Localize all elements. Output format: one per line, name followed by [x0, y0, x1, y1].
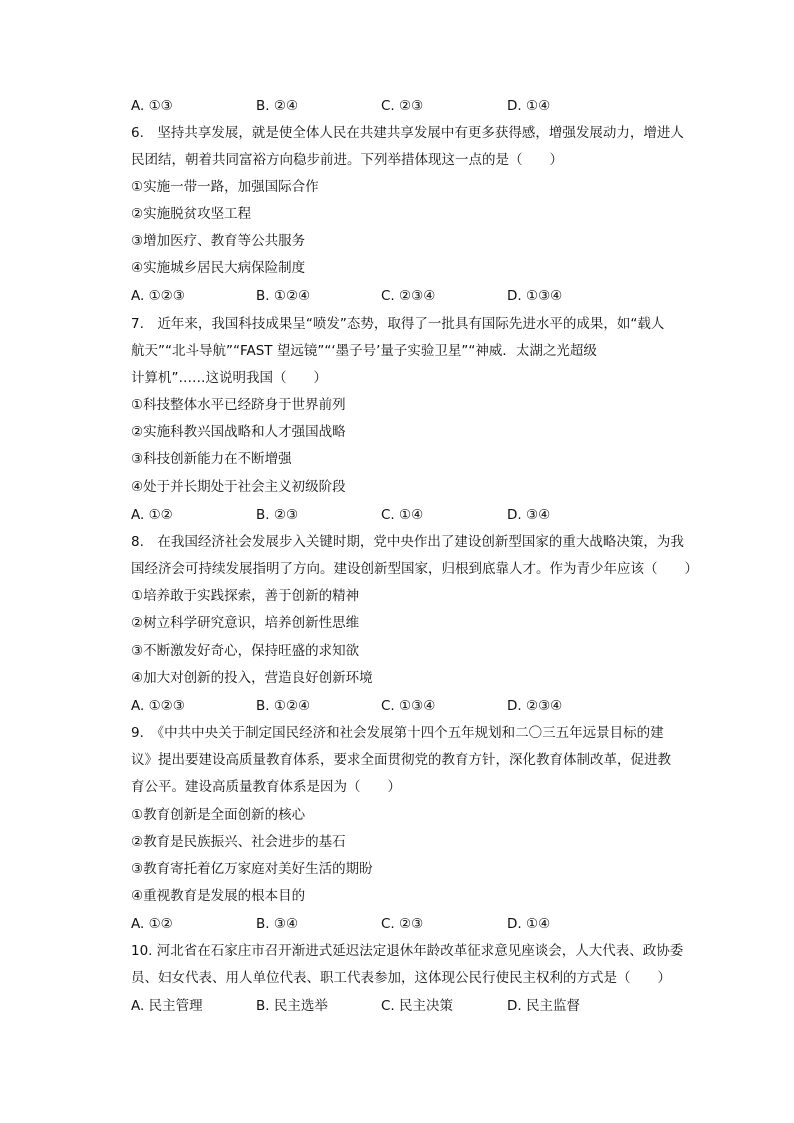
q6-stem-line-2: 民团结，朝着共同富裕方向稳步前进。下列举措体现这一点的是（ ）	[131, 152, 563, 168]
q6-statement-2: ②实施脱贫攻坚工程	[131, 206, 252, 222]
q7-statement-3: ③科技创新能力在不断增强	[131, 451, 292, 467]
q7-stem-line-3: 计算机”……这说明我国（ ）	[131, 370, 327, 386]
q6-statement-4: ④实施城乡居民大病保险制度	[131, 260, 306, 276]
q7-option-c: C. ①④	[381, 507, 424, 523]
q10-stem-line-1: 10. 河北省在石家庄市召开渐进式延迟法定退休年龄改革征求意见座谈会，人大代表、政协委	[131, 943, 684, 959]
q5-option-a: A. ①③	[131, 98, 173, 114]
q6-stem-line-1: 6. 坚持共享发展，就是使全体人民在共建共享发展中有更多获得感，增强发展动力，增进人	[131, 125, 684, 141]
q8-statement-2: ②树立科学研究意识，培养创新性思维	[131, 615, 360, 631]
q9-stem-line-2: 议》提出要建设高质量教育体系，要求全面贯彻党的教育方针，深化教育体制改革，促进教	[131, 752, 671, 768]
q7-statement-1: ①科技整体水平已经跻身于世界前列	[131, 397, 346, 413]
q9-option-c: C. ②③	[381, 916, 424, 932]
q8-option-d: D. ②③④	[507, 698, 563, 714]
q9-statement-1: ①教育创新是全面创新的核心	[131, 807, 306, 823]
q9-stem-line-3: 育公平。建设高质量教育体系是因为（ ）	[131, 779, 401, 795]
q10-stem-line-2: 员、妇女代表、用人单位代表、职工代表参加，这体现公民行使民主权利的方式是（ ）	[131, 970, 671, 986]
q6-option-b: B. ①②④	[256, 288, 311, 304]
q9-statement-2: ②教育是民族振兴、社会进步的基石	[131, 834, 346, 850]
q7-option-a: A. ①②	[131, 507, 173, 523]
q6-option-c: C. ②③④	[381, 288, 436, 304]
q6-options	[131, 287, 731, 305]
q9-option-b: B. ③④	[256, 916, 299, 932]
q5-options	[131, 97, 731, 115]
q7-option-d: D. ③④	[507, 507, 551, 523]
q9-statement-3: ③教育寄托着亿万家庭对美好生活的期盼	[131, 861, 373, 877]
q8-option-b: B. ①②④	[256, 698, 311, 714]
q8-options	[131, 697, 731, 715]
q6-statement-1: ①实施一带一路，加强国际合作	[131, 179, 319, 195]
q7-options	[131, 506, 731, 524]
q7-stem-line-2: 航天”“北斗导航”“FAST 望远镜”“‘墨子号’量子实验卫星”“神威．太湖之光超级	[131, 343, 597, 359]
q9-option-a: A. ①②	[131, 916, 173, 932]
q8-stem-line-2: 国经济会可持续发展指明了方向。建设创新型国家，归根到底靠人才。作为青少年应该（ ）	[131, 561, 698, 577]
q10-option-b: B. 民主选举	[256, 998, 328, 1014]
q5-option-b: B. ②④	[256, 98, 299, 114]
q10-option-d: D. 民主监督	[507, 998, 580, 1014]
q9-options	[131, 915, 731, 933]
q7-statement-4: ④处于并长期处于社会主义初级阶段	[131, 479, 346, 495]
q8-option-c: C. ①③④	[381, 698, 436, 714]
q10-option-c: C. 民主决策	[381, 998, 454, 1014]
q8-statement-4: ④加大对创新的投入，营造良好创新环境	[131, 670, 373, 686]
q6-option-a: A. ①②③	[131, 288, 185, 304]
q8-statement-1: ①培养敢于实践探索，善于创新的精神	[131, 588, 360, 604]
q5-option-d: D. ①④	[507, 98, 551, 114]
q9-stem-line-1: 9. 《中共中央关于制定国民经济和社会发展第十四个五年规划和二〇三五年远景目标的建	[131, 725, 664, 741]
q9-statement-4: ④重视教育是发展的根本目的	[131, 888, 306, 904]
q10-option-a: A. 民主管理	[131, 998, 203, 1014]
q9-option-d: D. ①④	[507, 916, 551, 932]
q7-stem-line-1: 7. 近年来，我国科技成果呈“喷发”态势，取得了一批具有国际先进水平的成果，如“载人	[131, 316, 665, 332]
q10-options	[131, 997, 731, 1015]
q5-option-c: C. ②③	[381, 98, 424, 114]
q7-statement-2: ②实施科教兴国战略和人才强国战略	[131, 424, 346, 440]
q8-stem-line-1: 8. 在我国经济社会发展步入关键时期，党中央作出了建设创新型国家的重大战略决策，为我	[131, 534, 684, 550]
q6-statement-3: ③增加医疗、教育等公共服务	[131, 233, 306, 249]
q8-option-a: A. ①②③	[131, 698, 185, 714]
q6-option-d: D. ①③④	[507, 288, 563, 304]
q8-statement-3: ③不断激发好奇心，保持旺盛的求知欲	[131, 643, 360, 659]
q7-option-b: B. ②③	[256, 507, 299, 523]
